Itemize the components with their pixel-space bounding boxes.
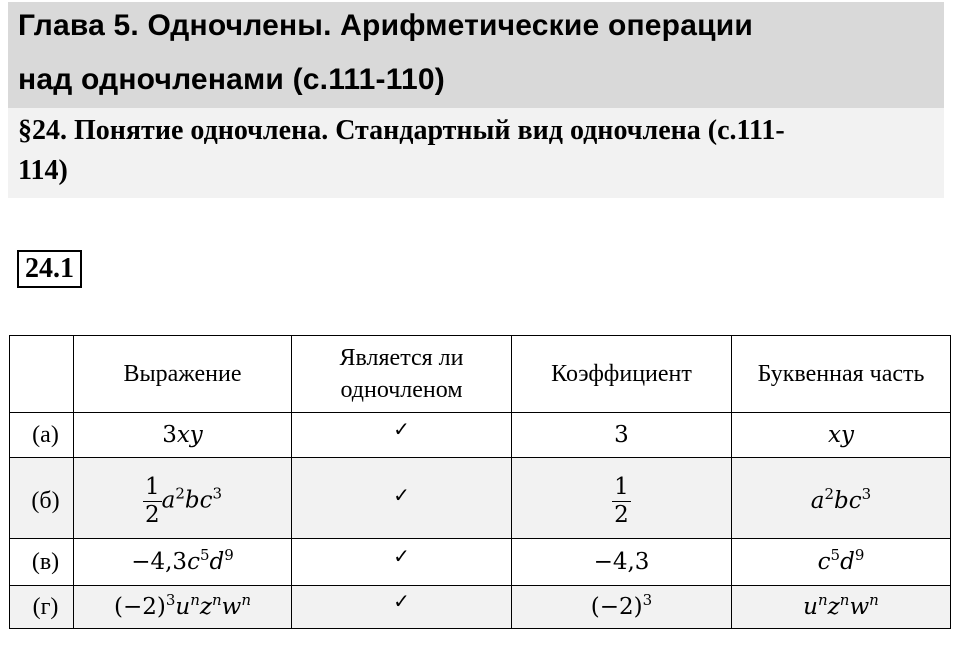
expression-cell: [74, 539, 292, 586]
expression-math: $-4,3c^5d^9$: [131, 545, 234, 575]
expression-cell: [74, 413, 292, 458]
row-label: (б): [10, 458, 74, 539]
header-coefficient: Коэффициент: [512, 336, 732, 413]
coefficient-cell: −4,3: [512, 539, 732, 586]
chapter-title-line-2: над одночленами (с.111-110): [18, 63, 445, 96]
table-row: [10, 539, 951, 586]
header-is-monomial: [292, 336, 512, 413]
coefficient-cell: 3: [512, 413, 732, 458]
header-is-monomial-line-1: Является ли: [339, 345, 464, 371]
chapter-title-line-1: Глава 5. Одночлены. Арифметические операции: [18, 9, 754, 42]
expression-cell: [74, 458, 292, 539]
expression-cell: [74, 586, 292, 629]
expression-math: 3xy: [162, 421, 203, 448]
coefficient-cell: [512, 458, 732, 539]
header-letter-part: Буквенная часть: [732, 336, 951, 413]
check-mark-icon: ✓: [393, 416, 410, 441]
letter-part-cell: $u^nz^nw^n$: [732, 586, 951, 629]
check-mark-icon: ✓: [393, 588, 410, 613]
check-mark-icon: ✓: [393, 482, 410, 507]
row-label: (в): [10, 539, 74, 586]
table-row: [10, 413, 951, 458]
task-number-box: 24.1: [17, 250, 82, 288]
check-mark-icon: ✓: [393, 543, 410, 568]
header-empty-cell: [10, 336, 74, 413]
section-title-line-2: 114): [18, 155, 68, 186]
letter-part-cell: $c^5d^9$: [732, 539, 951, 586]
header-is-monomial-line-2: одночленом: [340, 377, 463, 403]
is-monomial-cell: [292, 586, 512, 629]
coefficient-cell: $(-2)^3$: [512, 586, 732, 629]
letter-part-cell: xy: [732, 413, 951, 458]
row-label: (а): [10, 413, 74, 458]
is-monomial-cell: [292, 458, 512, 539]
section-title-line-1: §24. Понятие одночлена. Стандартный вид одночлена (с.111-: [18, 115, 785, 146]
fraction: $\frac{1}{2}$: [144, 473, 160, 528]
row-label: (г): [10, 586, 74, 629]
expression-math: $(-2)^3u^nz^nw^n$: [113, 590, 252, 620]
table-row: [10, 586, 951, 629]
header-expression: Выражение: [74, 336, 292, 413]
letter-part-cell: $a^2bc^3$: [732, 458, 951, 539]
is-monomial-cell: [292, 413, 512, 458]
monomials-table: [9, 335, 951, 629]
fraction: $\frac{1}{2}$: [614, 473, 629, 528]
table-row: [10, 458, 951, 539]
table-header-row: [10, 336, 951, 413]
expression-math: $\frac{1}{2}$ $a^2bc^3$: [144, 473, 223, 528]
is-monomial-cell: [292, 539, 512, 586]
